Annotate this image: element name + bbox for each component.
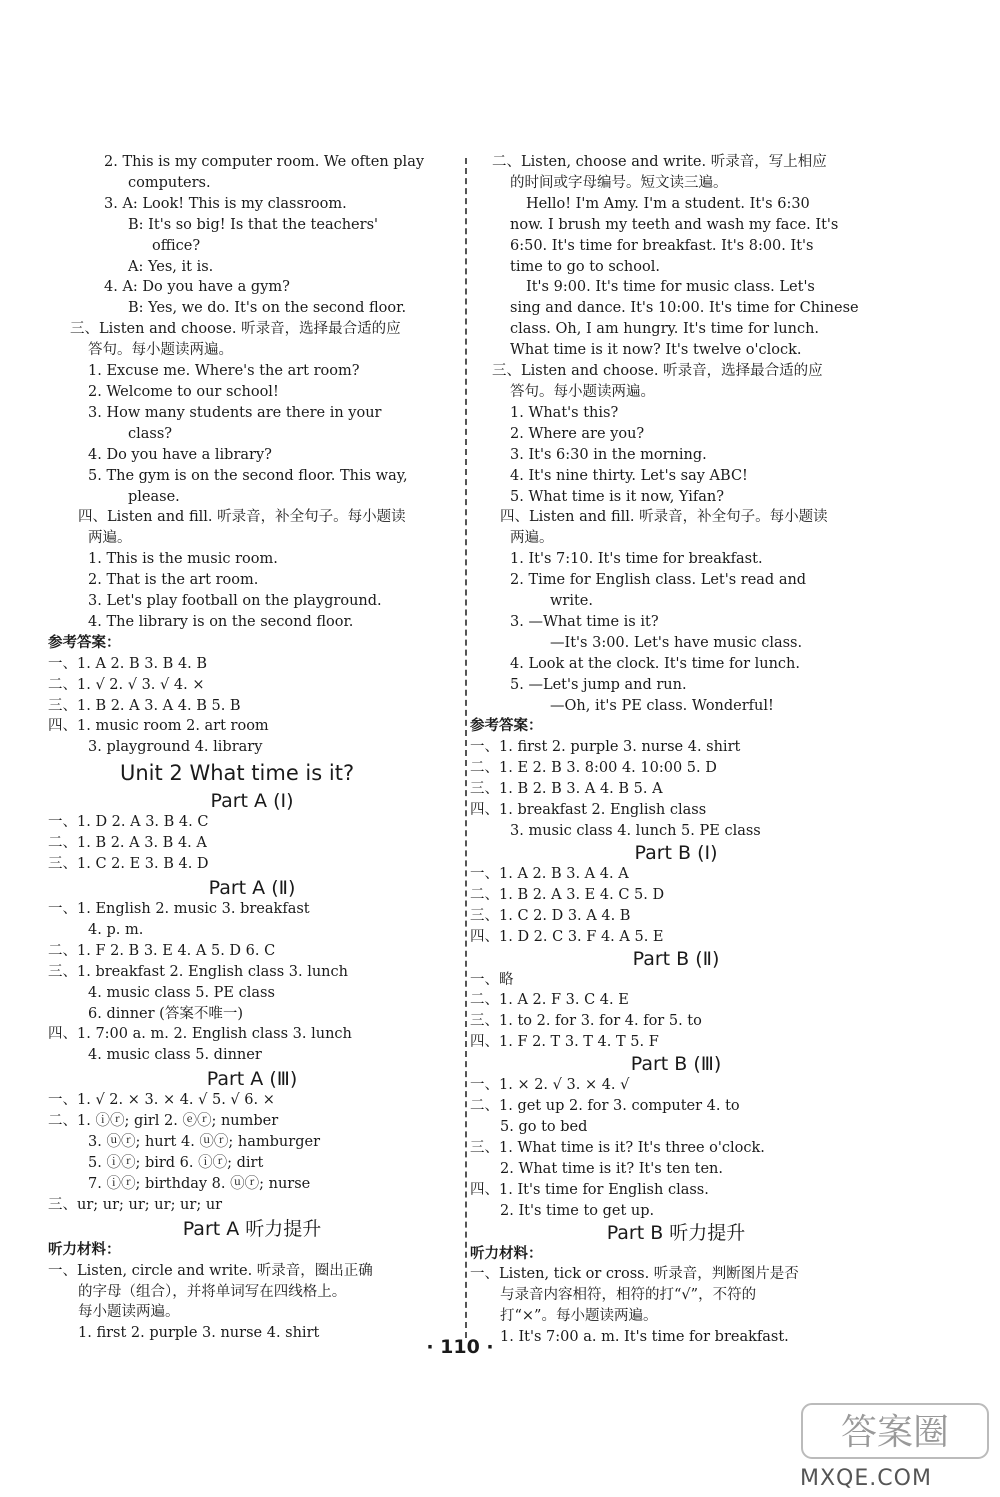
text-line: 2. This is my computer room. We often play [104, 154, 425, 170]
text-line: 答句。每小题读两遍。 [510, 383, 655, 400]
column-divider [465, 158, 467, 1338]
text-line: What time is it now? It's twelve o'clock. [510, 342, 802, 359]
text-line: class? [128, 425, 173, 442]
text-line: 3. Let's play football on the playground. [88, 593, 382, 610]
section-heading: Part A 听力提升 [182, 1217, 322, 1240]
section-heading: Unit 2 What time is it? [120, 761, 355, 786]
text-line: 一、1. D 2. A 3. B 4. C [48, 814, 209, 831]
watermark-text: MXQE.COM [800, 1466, 932, 1491]
text-line: 7. ⓘⓡ; birthday 8. ⓤⓡ; nurse [88, 1175, 311, 1192]
text-line: 3. A: Look! This is my classroom. [104, 195, 347, 212]
text-line: 三、1. What time is it? It's three o'clock. [470, 1139, 765, 1156]
text-line: 与录音内容相符，相符的打“√”，不符的 [500, 1287, 757, 1304]
text-line: 4. A: Do you have a gym? [104, 279, 290, 296]
text-line: 二、1. B 2. A 3. E 4. C 5. D [470, 886, 665, 903]
text-line: 一、1. A 2. B 3. B 4. B [48, 655, 208, 672]
section-heading: Part A (Ⅲ) [206, 1068, 298, 1091]
text-line: Hello! I'm Amy. I'm a student. It's 6:30 [526, 195, 810, 212]
text-line: 一、Listen, circle and write. 听录音，圈出正确 [48, 1262, 373, 1279]
text-line: 3. ⓤⓡ; hurt 4. ⓤⓡ; hamburger [88, 1134, 320, 1151]
text-line: 三、1. B 2. A 3. A 4. B 5. B [48, 697, 241, 714]
text-line: 二、1. B 2. A 3. B 4. A [48, 835, 207, 852]
text-line: 6. dinner (答案不唯一) [88, 1005, 243, 1022]
text-line: 二、1. E 2. B 3. 8:00 4. 10:00 5. D [470, 760, 717, 777]
text-line: write. [550, 593, 593, 610]
text-line: please. [128, 488, 180, 505]
text-line: 2. Where are you? [510, 425, 645, 442]
section-heading: Part B 听力提升 [606, 1221, 746, 1244]
text-line: 2. Time for English class. Let's read and [510, 572, 807, 589]
text-line: 四、1. breakfast 2. English class [470, 802, 707, 819]
text-line: 二、1. A 2. F 3. C 4. E [470, 992, 629, 1009]
watermark [800, 1400, 990, 1490]
text-line: sing and dance. It's 10:00. It's time for Chinese [510, 300, 859, 317]
text-line: 三、Listen and choose. 听录音，选择最合适的应 [70, 321, 401, 338]
text-line: 三、1. to 2. for 3. for 4. for 5. to [470, 1013, 702, 1030]
text-line: 一、略 [470, 971, 514, 988]
text-line: 1. It's 7:10. It's time for breakfast. [510, 551, 763, 568]
text-line: 一、Listen, tick or cross. 听录音，判断图片是否 [470, 1266, 799, 1283]
text-line: 5. What time is it now, Yifan? [510, 488, 724, 505]
text-line: 4. Look at the clock. It's time for lunch. [510, 655, 800, 672]
text-line: 答句。每小题读两遍。 [88, 342, 233, 359]
answer-label: 参考答案： [470, 717, 543, 735]
section-heading: Part B (Ⅰ) [634, 841, 718, 864]
text-line: 二、1. get up 2. for 3. computer 4. to [470, 1098, 740, 1115]
text-line: 的时间或字母编号。短文读三遍。 [510, 174, 728, 191]
text-line: 5. ⓘⓡ; bird 6. ⓘⓡ; dirt [88, 1154, 264, 1171]
text-line: —Oh, it's PE class. Wonderful! [550, 697, 774, 714]
text-line: 5. The gym is on the second floor. This way, [88, 467, 408, 484]
text-line: 两遍。 [510, 530, 554, 547]
text-line: 两遍。 [88, 530, 132, 547]
text-line: 二、1. F 2. B 3. E 4. A 5. D 6. C [48, 942, 276, 959]
text-line: 四、1. music room 2. art room [48, 718, 269, 735]
text-line: now. I brush my teeth and wash my face. It's [510, 216, 839, 233]
text-line: 二、Listen, choose and write. 听录音，写上相应 [492, 154, 827, 170]
text-line: 3. It's 6:30 in the morning. [510, 446, 707, 463]
text-line: 三、1. C 2. E 3. B 4. D [48, 856, 209, 873]
text-line: time to go to school. [510, 258, 660, 275]
text-line: 三、ur; ur; ur; ur; ur; ur [48, 1196, 223, 1213]
left-column [48, 152, 456, 1344]
text-line: 四、1. F 2. T 3. T 4. T 5. F [470, 1034, 659, 1051]
section-heading: Part B (Ⅱ) [632, 947, 720, 970]
text-line: 4. music class 5. PE class [88, 984, 275, 1001]
text-line: B: Yes, we do. It's on the second floor. [128, 300, 407, 317]
text-line: 3. How many students are there in your [88, 404, 382, 421]
text-line: 4. It's nine thirty. Let's say ABC! [510, 467, 748, 484]
text-line: 6:50. It's time for breakfast. It's 8:00. It's [510, 237, 814, 254]
text-line: 三、Listen and choose. 听录音，选择最合适的应 [492, 363, 823, 380]
text-line: 5. —Let's jump and run. [510, 676, 687, 693]
text-line: 2. Welcome to our school! [88, 383, 279, 400]
text-line: 5. go to bed [500, 1118, 588, 1135]
text-line: 一、1. × 2. √ 3. × 4. √ [470, 1077, 630, 1094]
text-line: 四、1. 7:00 a. m. 2. English class 3. lunch [48, 1026, 352, 1043]
watermark-logo-icon [800, 1400, 990, 1462]
text-line: 三、1. breakfast 2. English class 3. lunch [48, 963, 348, 980]
text-line: 三、1. B 2. B 3. A 4. B 5. A [470, 781, 663, 798]
section-heading: Part A (Ⅰ) [210, 790, 294, 813]
text-line: 3. playground 4. library [88, 739, 263, 756]
text-line: 2. What time is it? It's ten ten. [500, 1160, 724, 1177]
text-line: 二、1. √ 2. √ 3. √ 4. × [48, 676, 205, 693]
text-line: 4. p. m. [88, 921, 144, 938]
text-line: 的字母（组合），并将单词写在四线格上。 [78, 1283, 347, 1300]
text-line: 四、Listen and fill. 听录音，补全句子。每小题读 [78, 509, 406, 526]
text-line: 每小题读两遍。 [78, 1304, 180, 1321]
text-line: 1. first 2. purple 3. nurse 4. shirt [78, 1325, 320, 1342]
answer-label: 听力材料： [48, 1240, 121, 1258]
text-line: 4. The library is on the second floor. [88, 613, 354, 630]
text-line: office? [152, 237, 201, 254]
text-line: class. Oh, I am hungry. It's time for lunch. [510, 321, 820, 338]
text-line: 一、1. A 2. B 3. A 4. A [470, 865, 629, 882]
text-line: 1. Excuse me. Where's the art room? [88, 363, 360, 380]
text-line: 四、1. D 2. C 3. F 4. A 5. E [470, 928, 664, 945]
text-line: A: Yes, it is. [128, 258, 214, 275]
answer-label: 参考答案： [48, 633, 121, 651]
text-line: 3. music class 4. lunch 5. PE class [510, 823, 761, 839]
text-line: It's 9:00. It's time for music class. Let's [526, 279, 815, 296]
text-line: 4. Do you have a library? [88, 446, 272, 463]
answer-label: 听力材料： [470, 1244, 543, 1262]
text-line: 3. —What time is it? [510, 613, 659, 630]
text-line: 一、1. first 2. purple 3. nurse 4. shirt [470, 739, 741, 756]
right-column [470, 152, 882, 1348]
section-heading: Part B (Ⅲ) [630, 1053, 722, 1076]
text-line: 打“×”。每小题读两遍。 [500, 1308, 658, 1325]
text-line: 4. music class 5. dinner [88, 1047, 262, 1064]
text-line: 四、Listen and fill. 听录音，补全句子。每小题读 [500, 509, 828, 526]
text-line: 一、1. √ 2. × 3. × 4. √ 5. √ 6. × [48, 1092, 275, 1109]
text-line: 1. What's this? [510, 404, 619, 421]
text-line: 四、1. It's time for English class. [470, 1181, 709, 1198]
text-line: computers. [128, 174, 211, 191]
text-line: 1. It's 7:00 a. m. It's time for breakfast. [500, 1329, 789, 1346]
text-line: 2. It's time to get up. [500, 1202, 655, 1219]
text-line: 一、1. English 2. music 3. breakfast [48, 901, 310, 917]
text-line: 三、1. C 2. D 3. A 4. B [470, 907, 631, 924]
section-heading: Part A (Ⅱ) [208, 877, 296, 899]
page-number: · 110 · [426, 1336, 494, 1358]
text-line: 二、1. ⓘⓡ; girl 2. ⓔⓡ; number [48, 1113, 279, 1130]
text-line: 2. That is the art room. [88, 572, 259, 589]
text-line: B: It's so big! Is that the teachers' [128, 216, 378, 233]
watermark-logo-text: 答案圈 [840, 1412, 950, 1453]
text-line: —It's 3:00. Let's have music class. [550, 634, 803, 651]
text-line: 1. This is the music room. [88, 551, 278, 568]
